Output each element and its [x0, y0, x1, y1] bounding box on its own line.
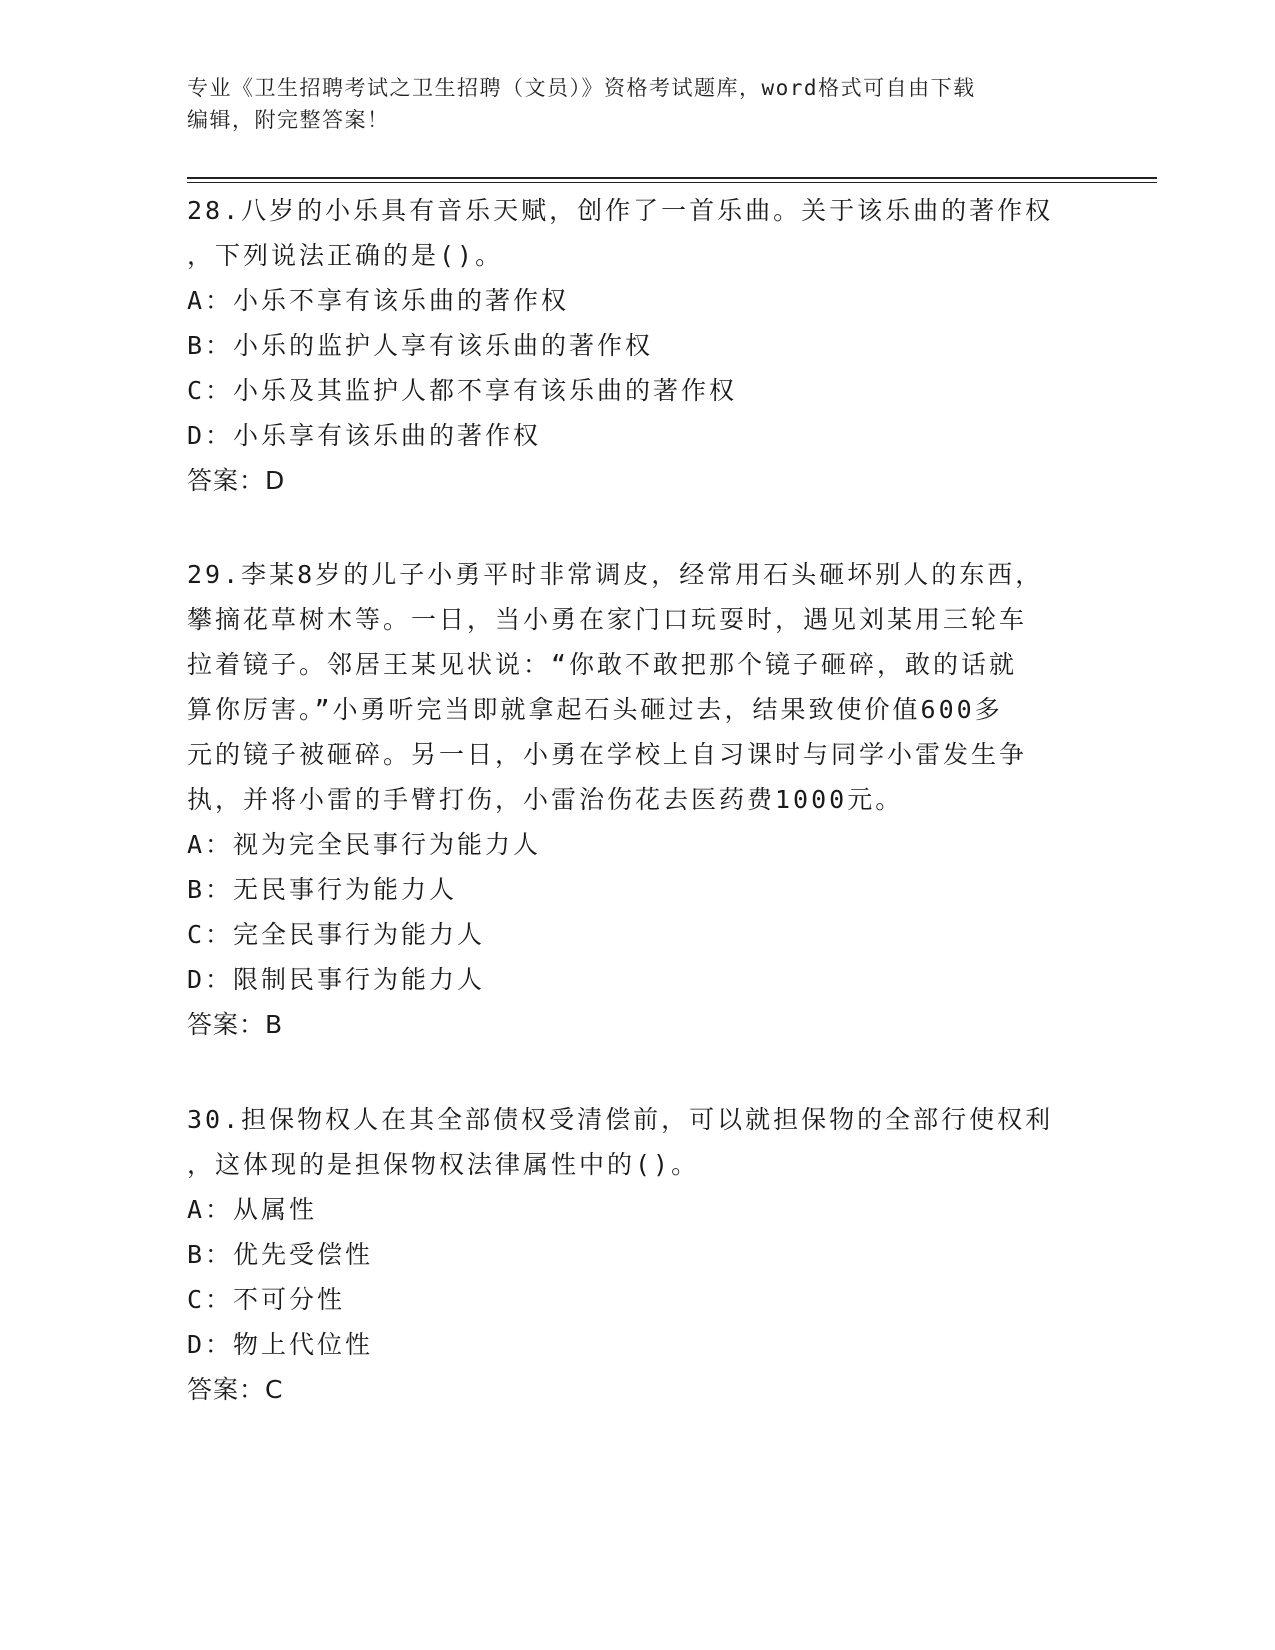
question-stem-line: 攀摘花草树木等。一日，当小勇在家门口玩耍时，遇见刘某用三轮车 — [187, 605, 1028, 634]
option-a: A：从属性 — [187, 1195, 318, 1224]
option-d: D：小乐享有该乐曲的著作权 — [187, 421, 542, 450]
option-c: C：小乐及其监护人都不享有该乐曲的著作权 — [187, 376, 738, 405]
question-stem-line: 拉着镜子。邻居王某见状说：“你敢不敢把那个镜子砸碎，敢的话就 — [187, 650, 1018, 679]
question-stem-line: ，这体现的是担保物权法律属性中的()。 — [187, 1150, 700, 1179]
question-stem-line: 执，并将小雷的手臂打伤，小雷治伤花去医药费1000元。 — [187, 785, 904, 814]
option-c: C：不可分性 — [187, 1285, 346, 1314]
option-a: A：视为完全民事行为能力人 — [187, 830, 542, 859]
header-divider-thin — [187, 182, 1157, 183]
document-header — [187, 72, 1067, 136]
question-stem-line: 29.李某8岁的儿子小勇平时非常调皮，经常用石头砸坏别人的东西， — [187, 560, 1044, 589]
option-b: B：小乐的监护人享有该乐曲的著作权 — [187, 331, 654, 360]
question-stem-line: 28.八岁的小乐具有音乐天赋，创作了一首乐曲。关于该乐曲的著作权 — [187, 196, 1054, 225]
option-d: D：限制民事行为能力人 — [187, 965, 486, 994]
question-stem-line: 算你厉害。”小勇听完当即就拿起石头砸过去，结果致使价值600多 — [187, 695, 1003, 724]
header-line-1: 专业《卫生招聘考试之卫生招聘（文员）》资格考试题库，word格式可自由下载 — [187, 76, 976, 100]
option-b: B：无民事行为能力人 — [187, 875, 458, 904]
answer-line: 答案：B — [187, 1010, 284, 1039]
header-divider-thick — [187, 177, 1157, 179]
header-line-2: 编辑，附完整答案！ — [187, 108, 390, 132]
question-stem-line: 元的镜子被砸碎。另一日，小勇在学校上自习课时与同学小雷发生争 — [187, 740, 1028, 769]
answer-line: 答案：D — [187, 466, 286, 495]
question-28 — [187, 188, 1077, 503]
option-c: C：完全民事行为能力人 — [187, 920, 486, 949]
option-a: A：小乐不享有该乐曲的著作权 — [187, 286, 570, 315]
question-stem-line: 30.担保物权人在其全部债权受清偿前，可以就担保物的全部行使权利 — [187, 1105, 1054, 1134]
answer-line: 答案：C — [187, 1375, 284, 1404]
option-b: B：优先受偿性 — [187, 1240, 374, 1269]
question-29 — [187, 552, 1077, 1047]
option-d: D：物上代位性 — [187, 1330, 374, 1359]
question-30 — [187, 1097, 1077, 1412]
question-stem-line: ，下列说法正确的是()。 — [187, 241, 504, 270]
